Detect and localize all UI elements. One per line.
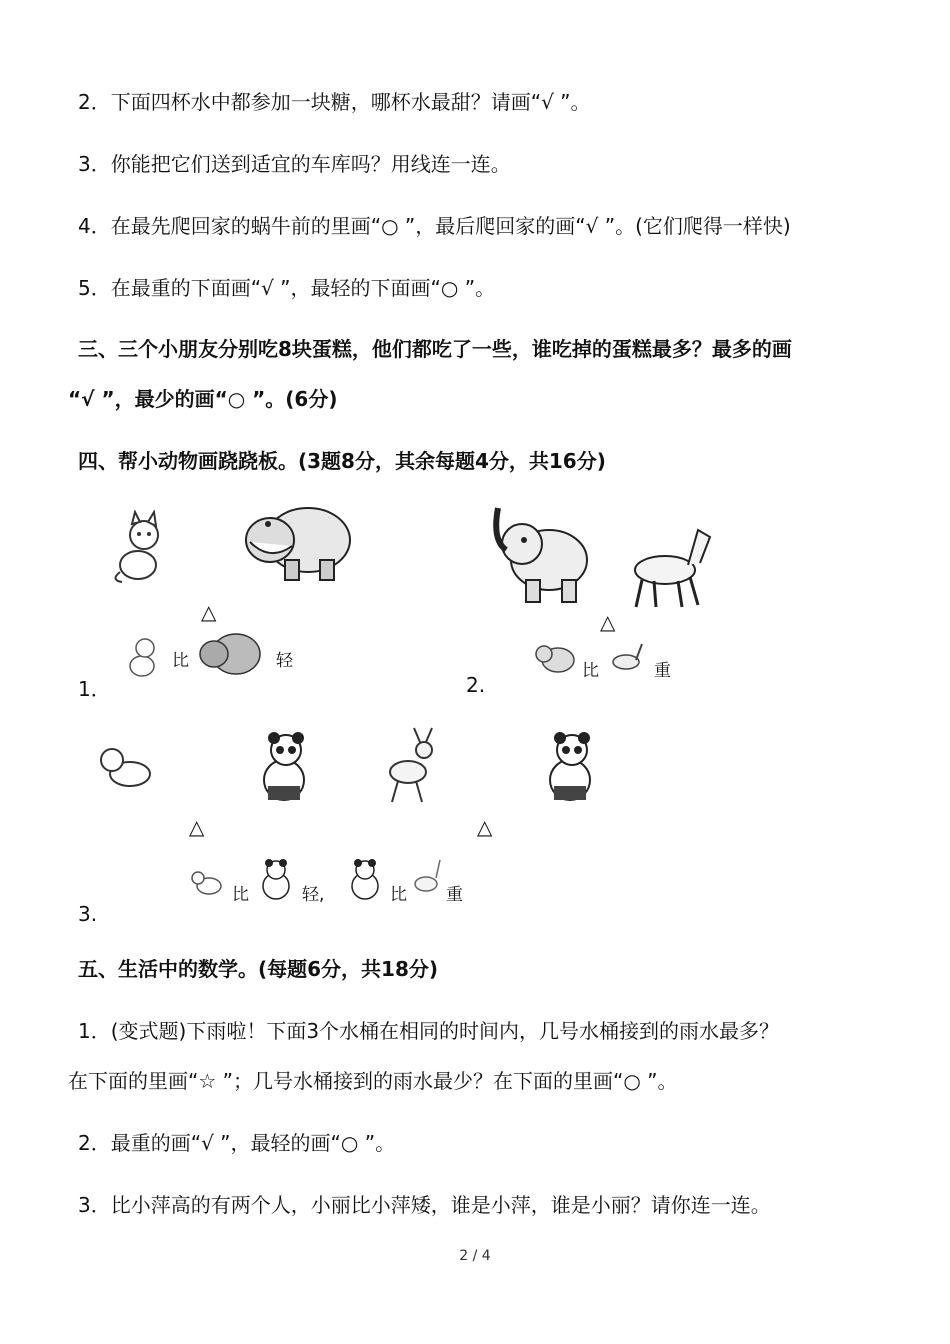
dog-illustration [98, 740, 156, 792]
q4-2-bi: 比 [582, 661, 599, 681]
q5-1-line-1: 1．(变式题)下雨啦！下面3个水桶在相同的时间内，几号水桶接到的雨水最多？ [78, 1019, 780, 1043]
section-3-line-2: “√ ”，最少的画“○ ”。(6分) [68, 387, 338, 411]
small-panda-icon-2 [345, 856, 385, 902]
question-2-4: 4．在最先爬回家的蜗牛前的里画“○ ”，最后爬回家的画“√ ”。(它们爬得一样快) [78, 214, 791, 238]
question-2-5: 5．在最重的下面画“√ ”，最轻的下面画“○ ”。 [78, 276, 496, 300]
question-2-3: 3．你能把它们送到适宜的车库吗？用线连一连。 [78, 152, 511, 176]
panda-illustration-1 [252, 728, 312, 806]
cat-illustration [108, 510, 170, 585]
section-5-title: 五、生活中的数学。(每题6分，共18分) [78, 957, 439, 981]
q4-3-bi-2: 比 [390, 885, 407, 905]
q4-3-result-2: 重 [446, 885, 463, 905]
elephant-illustration [484, 500, 594, 608]
section-4-title: 四、帮小动物画跷跷板。(3题8分，其余每题4分，共16分) [78, 449, 606, 473]
q4-2-number: 2. [466, 673, 486, 697]
fulcrum-triangle-2: △ [600, 610, 616, 634]
small-hippo-icon [198, 624, 262, 680]
q4-2-result: 重 [654, 661, 671, 681]
small-deer-icon [410, 856, 446, 906]
fulcrum-triangle-3a: △ [189, 815, 205, 839]
q4-3-bi-1: 比 [232, 885, 249, 905]
section-3-line-1: 三、三个小朋友分别吃8块蛋糕，他们都吃了一些，谁吃掉的蛋糕最多？最多的画 [78, 337, 792, 361]
q5-2: 2．最重的画“√ ”，最轻的画“○ ”。 [78, 1131, 396, 1155]
q4-3-result-1: 轻, [302, 885, 325, 905]
fulcrum-triangle-3b: △ [477, 815, 493, 839]
fulcrum-triangle-1: △ [201, 600, 217, 624]
q4-3-number: 3. [78, 902, 98, 926]
q4-1-result: 轻 [276, 651, 293, 671]
page-number: 2 / 4 [459, 1248, 491, 1264]
q5-1-line-2: 在下面的里画“☆ ”；几号水桶接到的雨水最少？在下面的里画“○ ”。 [68, 1069, 678, 1093]
hippo-illustration [240, 490, 355, 585]
small-elephant-icon [532, 638, 576, 680]
small-panda-icon-1 [256, 856, 296, 902]
question-2-2: 2．下面四杯水中都参加一块糖，哪杯水最甜？请画“√ ”。 [78, 90, 591, 114]
q4-1-number: 1． [78, 677, 111, 701]
small-dog-icon [190, 868, 224, 898]
deer-illustration [380, 726, 440, 804]
q5-3: 3．比小萍高的有两个人，小丽比小萍矮，谁是小萍，谁是小丽？请你连一连。 [78, 1193, 771, 1217]
panda-illustration-2 [538, 728, 598, 806]
horse-illustration [620, 515, 715, 610]
small-horse-icon [608, 640, 648, 680]
q4-1-bi: 比 [172, 651, 189, 671]
small-cat-icon [122, 632, 162, 680]
